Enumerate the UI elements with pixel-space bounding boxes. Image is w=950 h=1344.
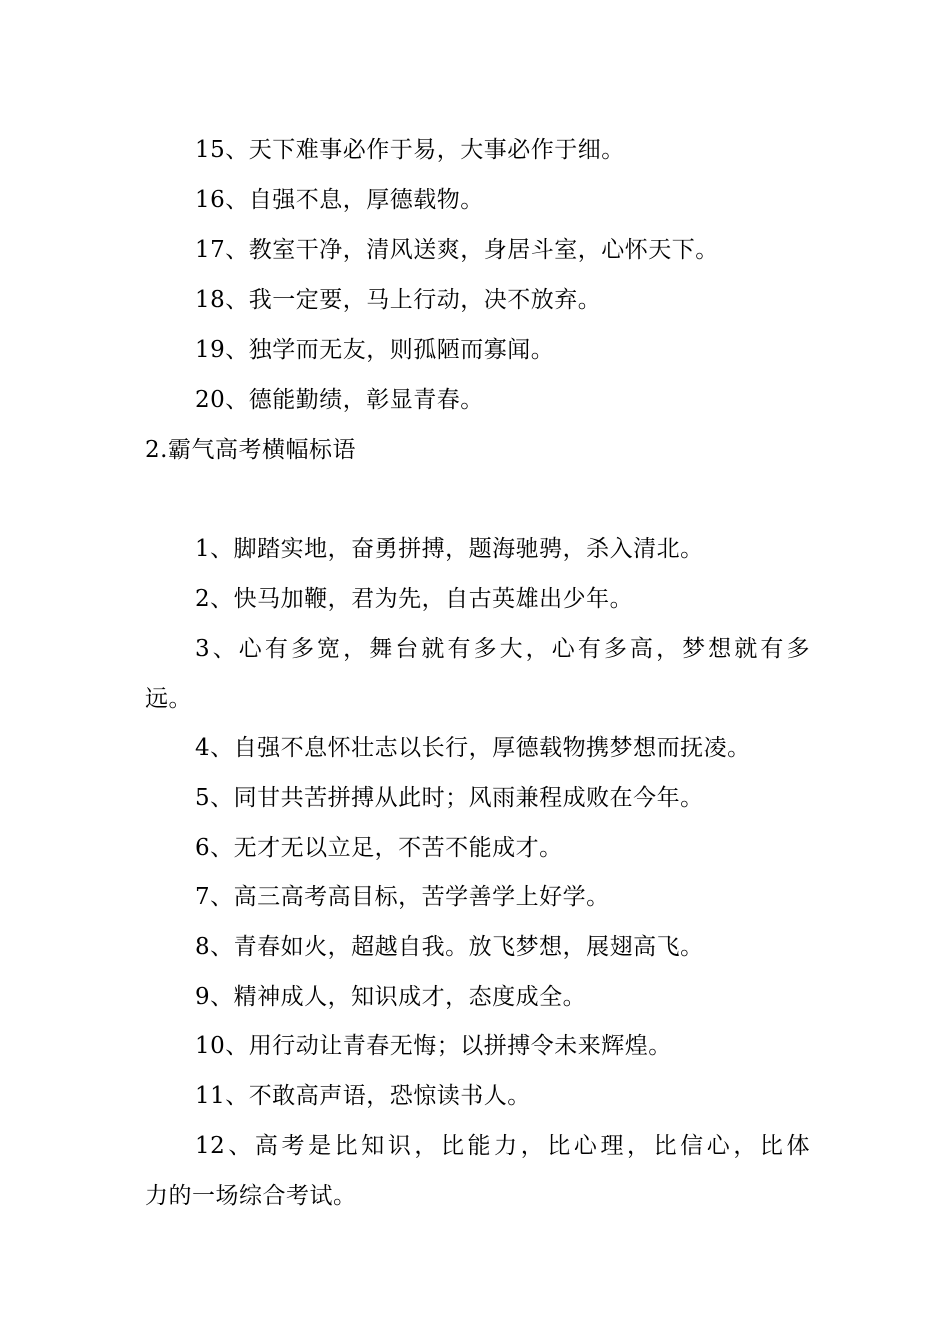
list-item: 17、教室干净，清风送爽，身居斗室，心怀天下。: [195, 237, 719, 263]
list-item: 2、快马加鞭，君为先，自古英雄出少年。: [195, 586, 634, 612]
list-item: 8、青春如火，超越自我。放飞梦想，展翅高飞。: [195, 934, 704, 960]
list-item: 12、高考是比知识，比能力，比心理，比信心，比体: [195, 1133, 810, 1159]
section-heading: 2.霸气高考横幅标语: [145, 437, 356, 463]
list-item: 4、自强不息怀壮志以长行，厚德载物携梦想而抚凌。: [195, 735, 751, 761]
list-item: 5、同甘共苦拼搏从此时；风雨兼程成败在今年。: [195, 785, 704, 811]
list-item: 11、不敢高声语，恐惊读书人。: [195, 1083, 531, 1109]
list-item: 7、高三高考高目标，苦学善学上好学。: [195, 884, 610, 910]
list-item: 19、独学而无友，则孤陋而寡闻。: [195, 337, 555, 363]
list-item: 18、我一定要，马上行动，决不放弃。: [195, 287, 602, 313]
list-item: 10、用行动让青春无悔；以拼搏令未来辉煌。: [195, 1033, 672, 1059]
list-item: 15、天下难事必作于易，大事必作于细。: [195, 137, 625, 163]
list-item: 6、无才无以立足，不苦不能成才。: [195, 835, 563, 861]
list-item: 3、心有多宽，舞台就有多大，心有多高，梦想就有多: [195, 636, 810, 662]
list-item-continuation: 力的一场综合考试。: [145, 1183, 357, 1209]
list-item: 20、德能勤绩，彰显青春。: [195, 387, 484, 413]
list-item: 16、自强不息，厚德载物。: [195, 187, 484, 213]
list-item: 1、脚踏实地，奋勇拼搏，题海驰骋，杀入清北。: [195, 536, 704, 562]
list-item: 9、精神成人，知识成才，态度成全。: [195, 984, 587, 1010]
list-item-continuation: 远。: [145, 686, 192, 712]
